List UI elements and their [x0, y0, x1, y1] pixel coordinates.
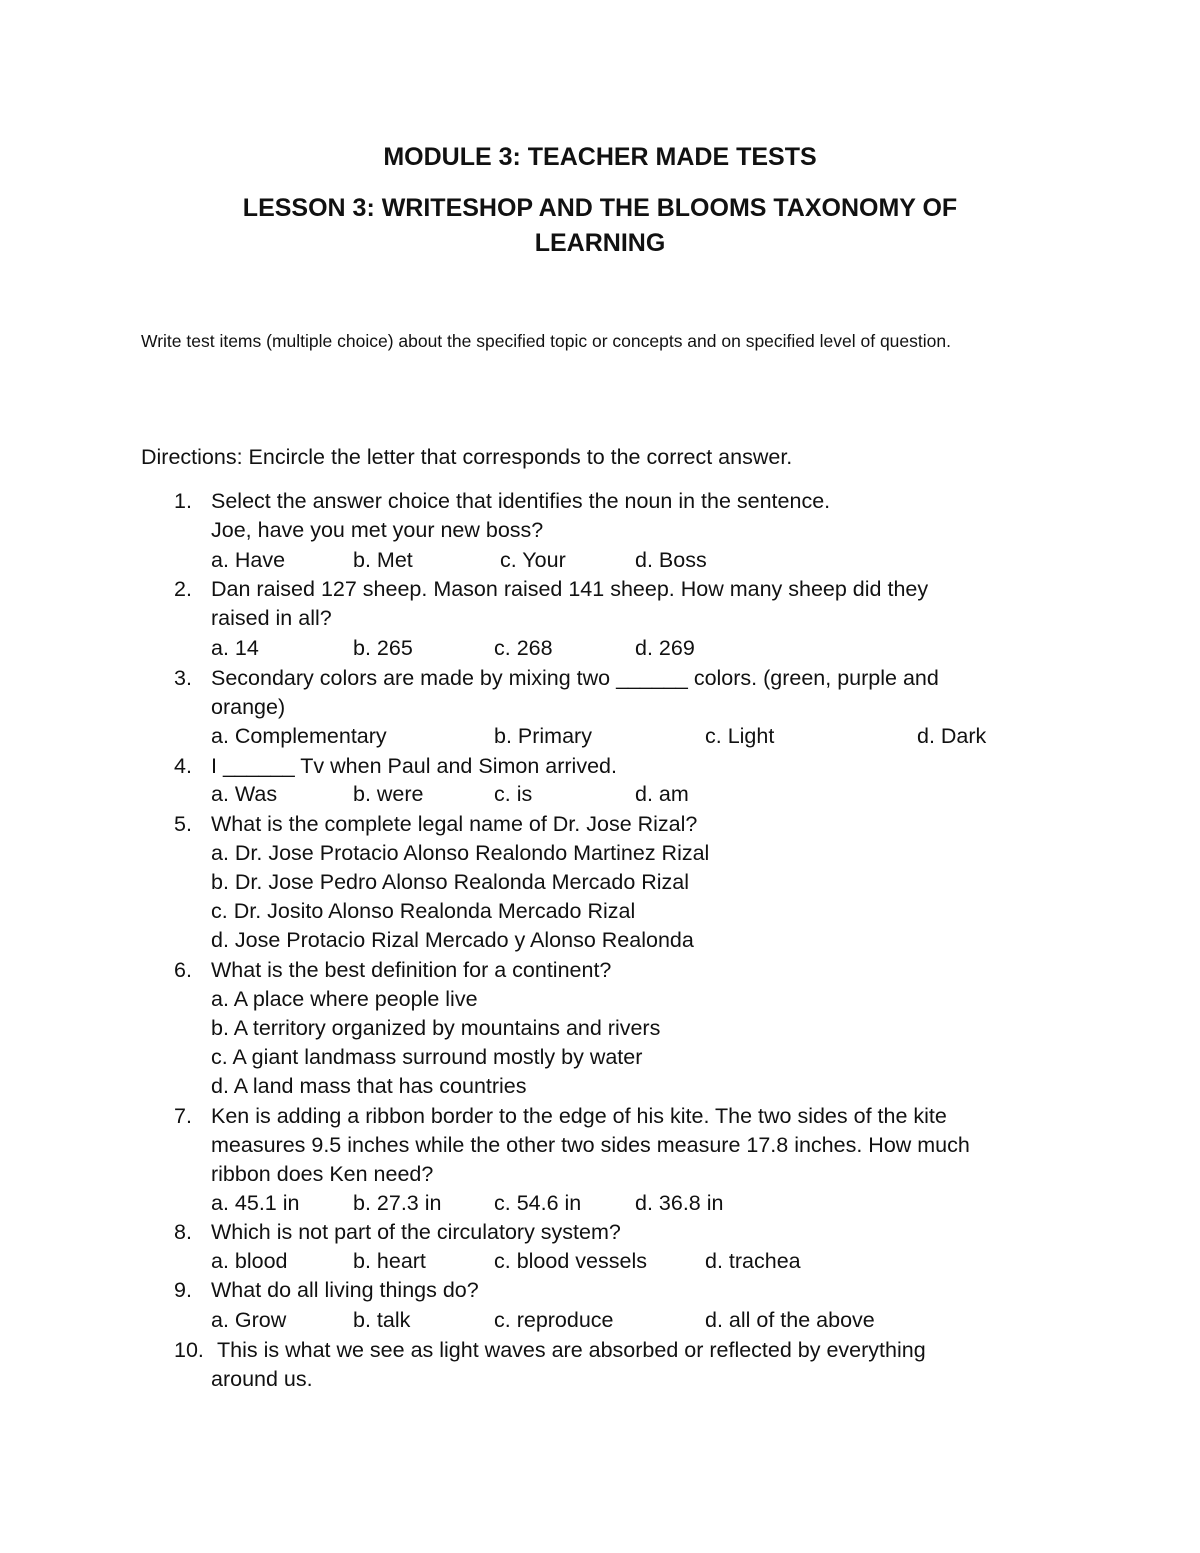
- option-c: c. reproduce: [494, 1308, 614, 1332]
- question-number: 6.: [174, 958, 192, 982]
- option-c: c. 268: [494, 636, 553, 660]
- question-text: Joe, have you met your new boss?: [211, 518, 544, 542]
- question-text: around us.: [211, 1367, 313, 1391]
- option-d: d. 36.8 in: [635, 1191, 724, 1215]
- question-text: Which is not part of the circulatory system?: [211, 1220, 621, 1244]
- intro-paragraph: Write test items (multiple choice) about the specified topic or concepts and on specified level of question.: [141, 331, 951, 351]
- option-b: b. talk: [353, 1308, 411, 1332]
- option-a: a. 14: [211, 636, 259, 660]
- option-c: c. A giant landmass surround mostly by water: [211, 1045, 643, 1069]
- option-d: d. am: [635, 782, 689, 806]
- option-a: a. Have: [211, 548, 286, 572]
- option-c: c. Dr. Josito Alonso Realonda Mercado Rizal: [211, 899, 636, 923]
- question-text: measures 9.5 inches while the other two sides measure 17.8 inches. How much: [211, 1133, 970, 1157]
- question-number: 1.: [174, 489, 192, 513]
- option-d: d. Dark: [917, 724, 987, 748]
- directions: Directions: Encircle the letter that corresponds to the correct answer.: [141, 445, 793, 469]
- question-number: 3.: [174, 666, 192, 690]
- question-number: 9.: [174, 1278, 192, 1302]
- option-b: b. Dr. Jose Pedro Alonso Realonda Mercado Rizal: [211, 870, 690, 894]
- question-text: Secondary colors are made by mixing two ______ colors. (green, purple and: [211, 666, 939, 690]
- option-c: c. 54.6 in: [494, 1191, 582, 1215]
- option-b: b. A territory organized by mountains and rivers: [211, 1016, 661, 1040]
- option-a: a. Was: [211, 782, 278, 806]
- option-a: a. A place where people live: [211, 987, 478, 1011]
- option-d: d. all of the above: [705, 1308, 875, 1332]
- option-b: b. were: [353, 782, 424, 806]
- question-number: 5.: [174, 812, 192, 836]
- question-text: I ______ Tv when Paul and Simon arrived.: [211, 754, 617, 778]
- question-text: What is the complete legal name of Dr. Jose Rizal?: [211, 812, 698, 836]
- option-b: b. 265: [353, 636, 413, 660]
- question-number: 2.: [174, 577, 192, 601]
- option-a: a. 45.1 in: [211, 1191, 300, 1215]
- lesson-title-line-2: LEARNING: [534, 229, 666, 257]
- option-d: d. A land mass that has countries: [211, 1074, 527, 1098]
- question-number: 10.: [174, 1338, 204, 1362]
- lesson-title-line-1: LESSON 3: WRITESHOP AND THE BLOOMS TAXONOMY OF: [242, 194, 958, 222]
- question-number: 7.: [174, 1104, 192, 1128]
- question-text: Select the answer choice that identifies the noun in the sentence.: [211, 489, 831, 513]
- option-c: c. is: [494, 782, 533, 806]
- question-text: raised in all?: [211, 606, 332, 630]
- question-text: orange): [211, 695, 286, 719]
- question-text: What is the best definition for a continent?: [211, 958, 612, 982]
- question-text: Ken is adding a ribbon border to the edge of his kite. The two sides of the kite: [211, 1104, 947, 1128]
- option-d: d. Jose Protacio Rizal Mercado y Alonso Realonda: [211, 928, 694, 952]
- option-b: b. 27.3 in: [353, 1191, 442, 1215]
- option-d: d. Boss: [635, 548, 707, 572]
- option-d: d. 269: [635, 636, 695, 660]
- question-text: What do all living things do?: [211, 1278, 479, 1302]
- option-b: b. Met: [353, 548, 413, 572]
- option-b: b. heart: [353, 1249, 426, 1273]
- module-title: MODULE 3: TEACHER MADE TESTS: [383, 143, 817, 171]
- question-text: ribbon does Ken need?: [211, 1162, 434, 1186]
- option-a: a. Complementary: [211, 724, 387, 748]
- option-a: a. Dr. Jose Protacio Alonso Realondo Martinez Rizal: [211, 841, 710, 865]
- option-d: d. trachea: [705, 1249, 801, 1273]
- question-number: 4.: [174, 754, 192, 778]
- option-c: c. blood vessels: [494, 1249, 647, 1273]
- question-text: Dan raised 127 sheep. Mason raised 141 sheep. How many sheep did they: [211, 577, 929, 601]
- question-number: 8.: [174, 1220, 192, 1244]
- option-c: c. Light: [705, 724, 775, 748]
- question-text: This is what we see as light waves are absorbed or reflected by everything: [217, 1338, 926, 1362]
- option-c: c. Your: [500, 548, 566, 572]
- option-a: a. blood: [211, 1249, 288, 1273]
- option-b: b. Primary: [494, 724, 592, 748]
- option-a: a. Grow: [211, 1308, 287, 1332]
